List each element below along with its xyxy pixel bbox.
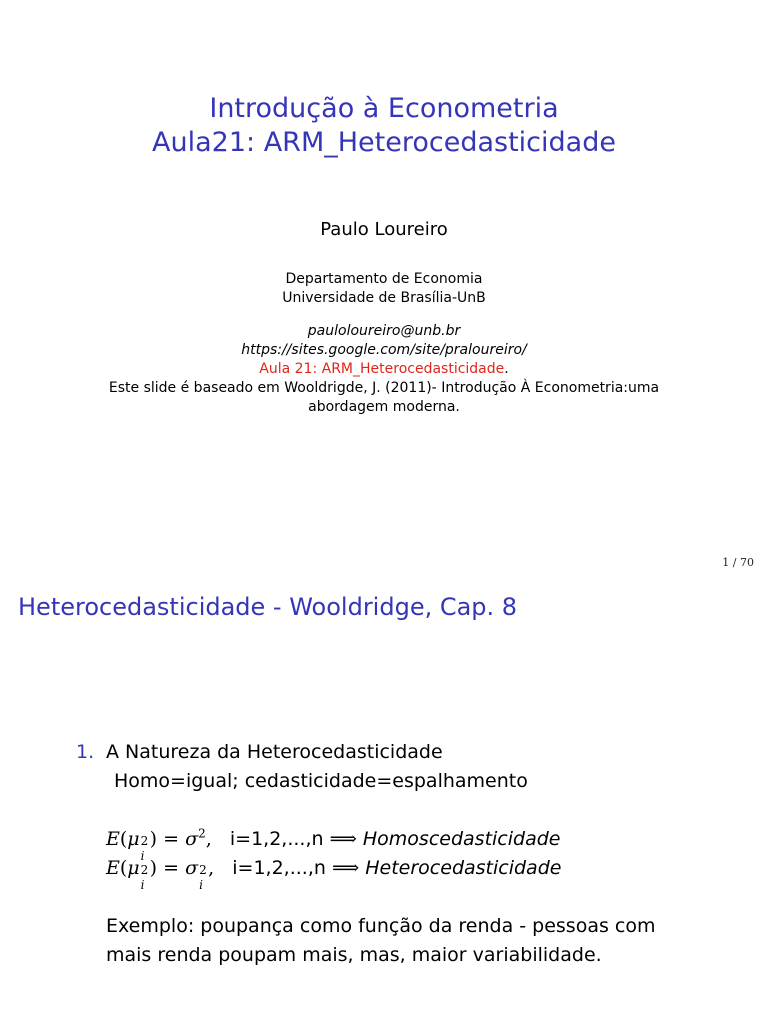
content-slide bbox=[0, 583, 768, 1024]
eq1-index: i=1,2,...,n bbox=[229, 828, 324, 850]
example-line-1: Exemplo: poupança como função da renda - pessoas com bbox=[106, 915, 656, 937]
item-subtitle: Homo=igual; cedasticidade=espalhamento bbox=[114, 770, 528, 792]
item-title: A Natureza da Heterocedasticidade bbox=[106, 741, 443, 763]
eq2-term: Heterocedasticidade bbox=[365, 857, 562, 879]
department: Departamento de Economia bbox=[285, 271, 483, 287]
source-note-line-1: Este slide é baseado em Wooldrigde, J. (2011)- Introdução À Econometria:uma bbox=[108, 380, 660, 396]
lecture-link-suffix: . bbox=[504, 361, 509, 377]
list-item-body bbox=[106, 738, 746, 970]
equation-homoscedastic: E(μ 2 i ) = $\sigma^2$, i=1,2,...,n ⟹ Homoscedasticidade bbox=[106, 826, 561, 863]
enumerated-list bbox=[76, 738, 746, 970]
page-number: 1 / 70 bbox=[722, 556, 754, 569]
affiliation bbox=[0, 270, 768, 308]
title-line-2: Aula21: ARM_Heterocedasticidade bbox=[152, 127, 616, 158]
lecture-line bbox=[0, 360, 768, 379]
author-name: Paulo Loureiro bbox=[320, 219, 448, 240]
list-item-number: 1. bbox=[76, 741, 95, 763]
website-link[interactable]: https://sites.google.com/site/praloureiro/ bbox=[241, 342, 527, 358]
contact-block bbox=[0, 322, 768, 417]
list-item bbox=[76, 738, 746, 970]
eq2-index: i=1,2,...,n bbox=[232, 857, 326, 879]
email-link[interactable]: pauloloureiro@unb.br bbox=[307, 323, 461, 339]
frame-title: Heterocedasticidade - Wooldridge, Cap. 8 bbox=[18, 593, 518, 621]
slide-title bbox=[0, 92, 768, 160]
university: Universidade de Brasília-UnB bbox=[282, 290, 486, 306]
title-line-1: Introdução à Econometria bbox=[209, 93, 559, 124]
equation-heteroscedastic: E(μ 2 i ) = σ 2 i , i=1,2,...,n ⟹ Heterocedasticidade bbox=[106, 857, 562, 892]
eq1-term: Homoscedasticidade bbox=[362, 828, 561, 850]
lecture-link[interactable]: Aula 21: ARM_Heterocedasticidade bbox=[259, 361, 505, 377]
source-note-line-2: abordagem moderna. bbox=[308, 399, 460, 415]
example-line-2: mais renda poupam mais, mas, maior variabilidade. bbox=[106, 944, 602, 966]
